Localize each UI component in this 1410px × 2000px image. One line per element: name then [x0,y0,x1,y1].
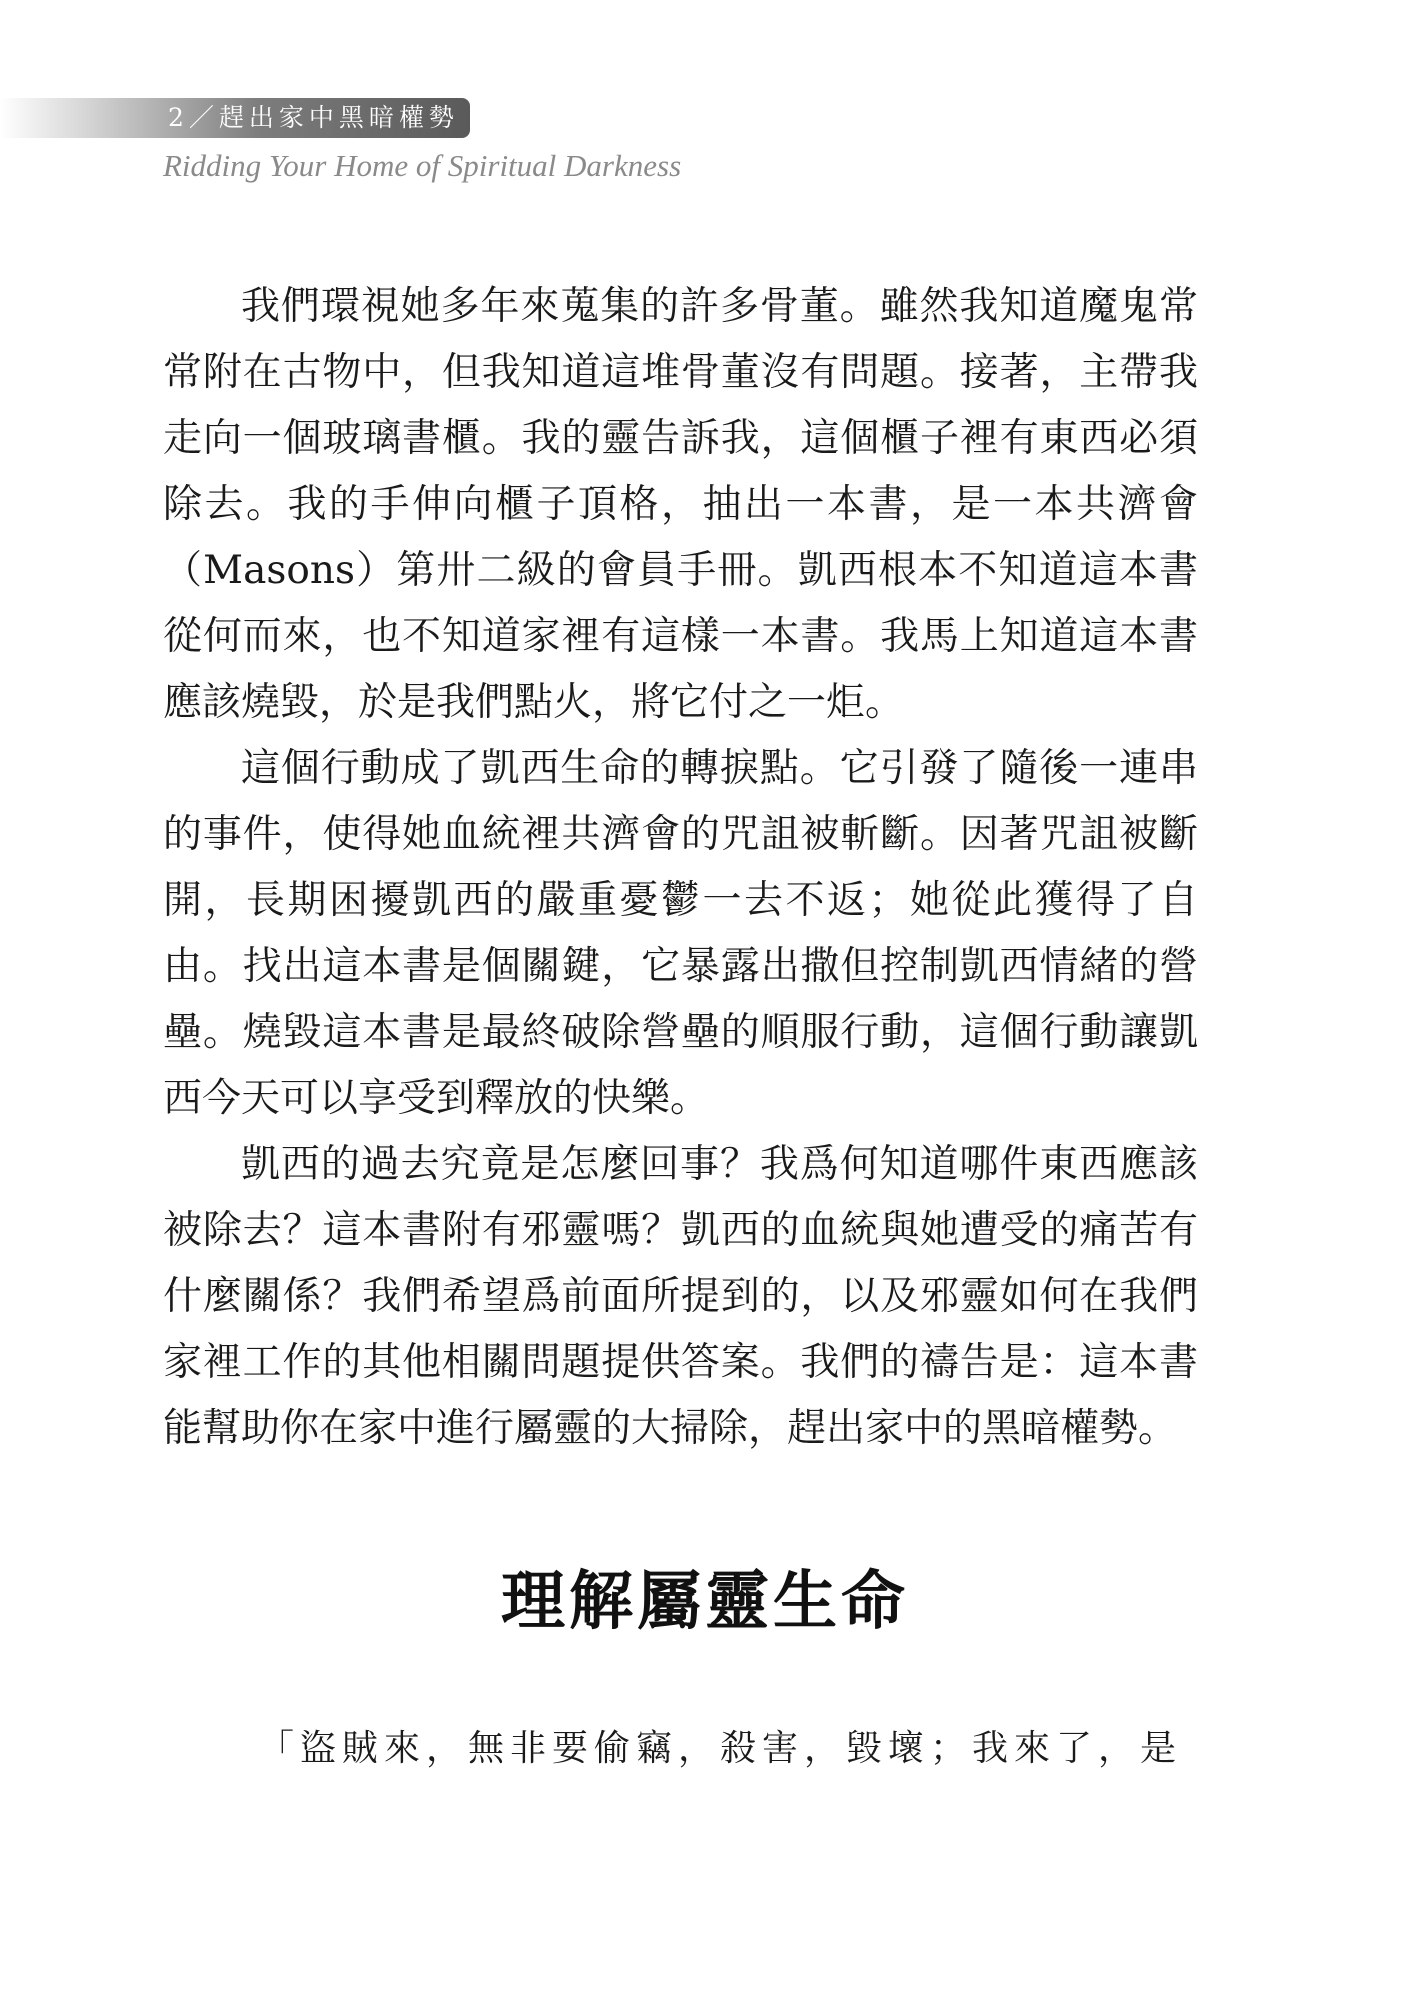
body-text [163,274,1198,1462]
paragraph: 凱西的過去究竟是怎麼回事？我爲何知道哪件東西應該被除去？這本書附有邪靈嗎？凱西的血統與她遭受的痛苦有什麼關係？我們希望爲前面所提到的，以及邪靈如何在我們家裡工作的其他相關問題提供答案。我們的禱告是：這本書能幫助你在家中進行屬靈的大掃除，趕出家中的黑暗權勢。 [163,1142,1198,1451]
running-header-title: 2／趕出家中黑暗權勢 [168,103,459,132]
scripture-quote: 「盜賊來，無非要偷竊，殺害，毀壞；我來了，是 [258,1728,1183,1769]
section-heading: 理解屬靈生命 [501,1565,909,1639]
paragraph: 我們環視她多年來蒐集的許多骨董。雖然我知道魔鬼常常附在古物中，但我知道這堆骨董沒有問題。接著，主帶我走向一個玻璃書櫃。我的靈告訴我，這個櫃子裡有東西必須除去。我的手伸向櫃子頂格，抽出一本書，是一本共濟會（Masons）第卅二級的會員手冊。凱西根本不知道這本書從何而來，也不知道家裡有這樣一本書。我馬上知道這本書應該燒毀，於是我們點火，將它付之一炬。 [163,284,1198,725]
running-header-subtitle: Ridding Your Home of Spiritual Darkness [163,148,682,183]
paragraph: 這個行動成了凱西生命的轉捩點。它引發了隨後一連串的事件，使得她血統裡共濟會的咒詛被斬斷。因著咒詛被斷開，長期困擾凱西的嚴重憂鬱一去不返；她從此獲得了自由。找出這本書是個關鍵，它暴露出撒但控制凱西情緒的營壘。燒毀這本書是最終破除營壘的順服行動，這個行動讓凱西今天可以享受到釋放的快樂。 [163,746,1198,1121]
